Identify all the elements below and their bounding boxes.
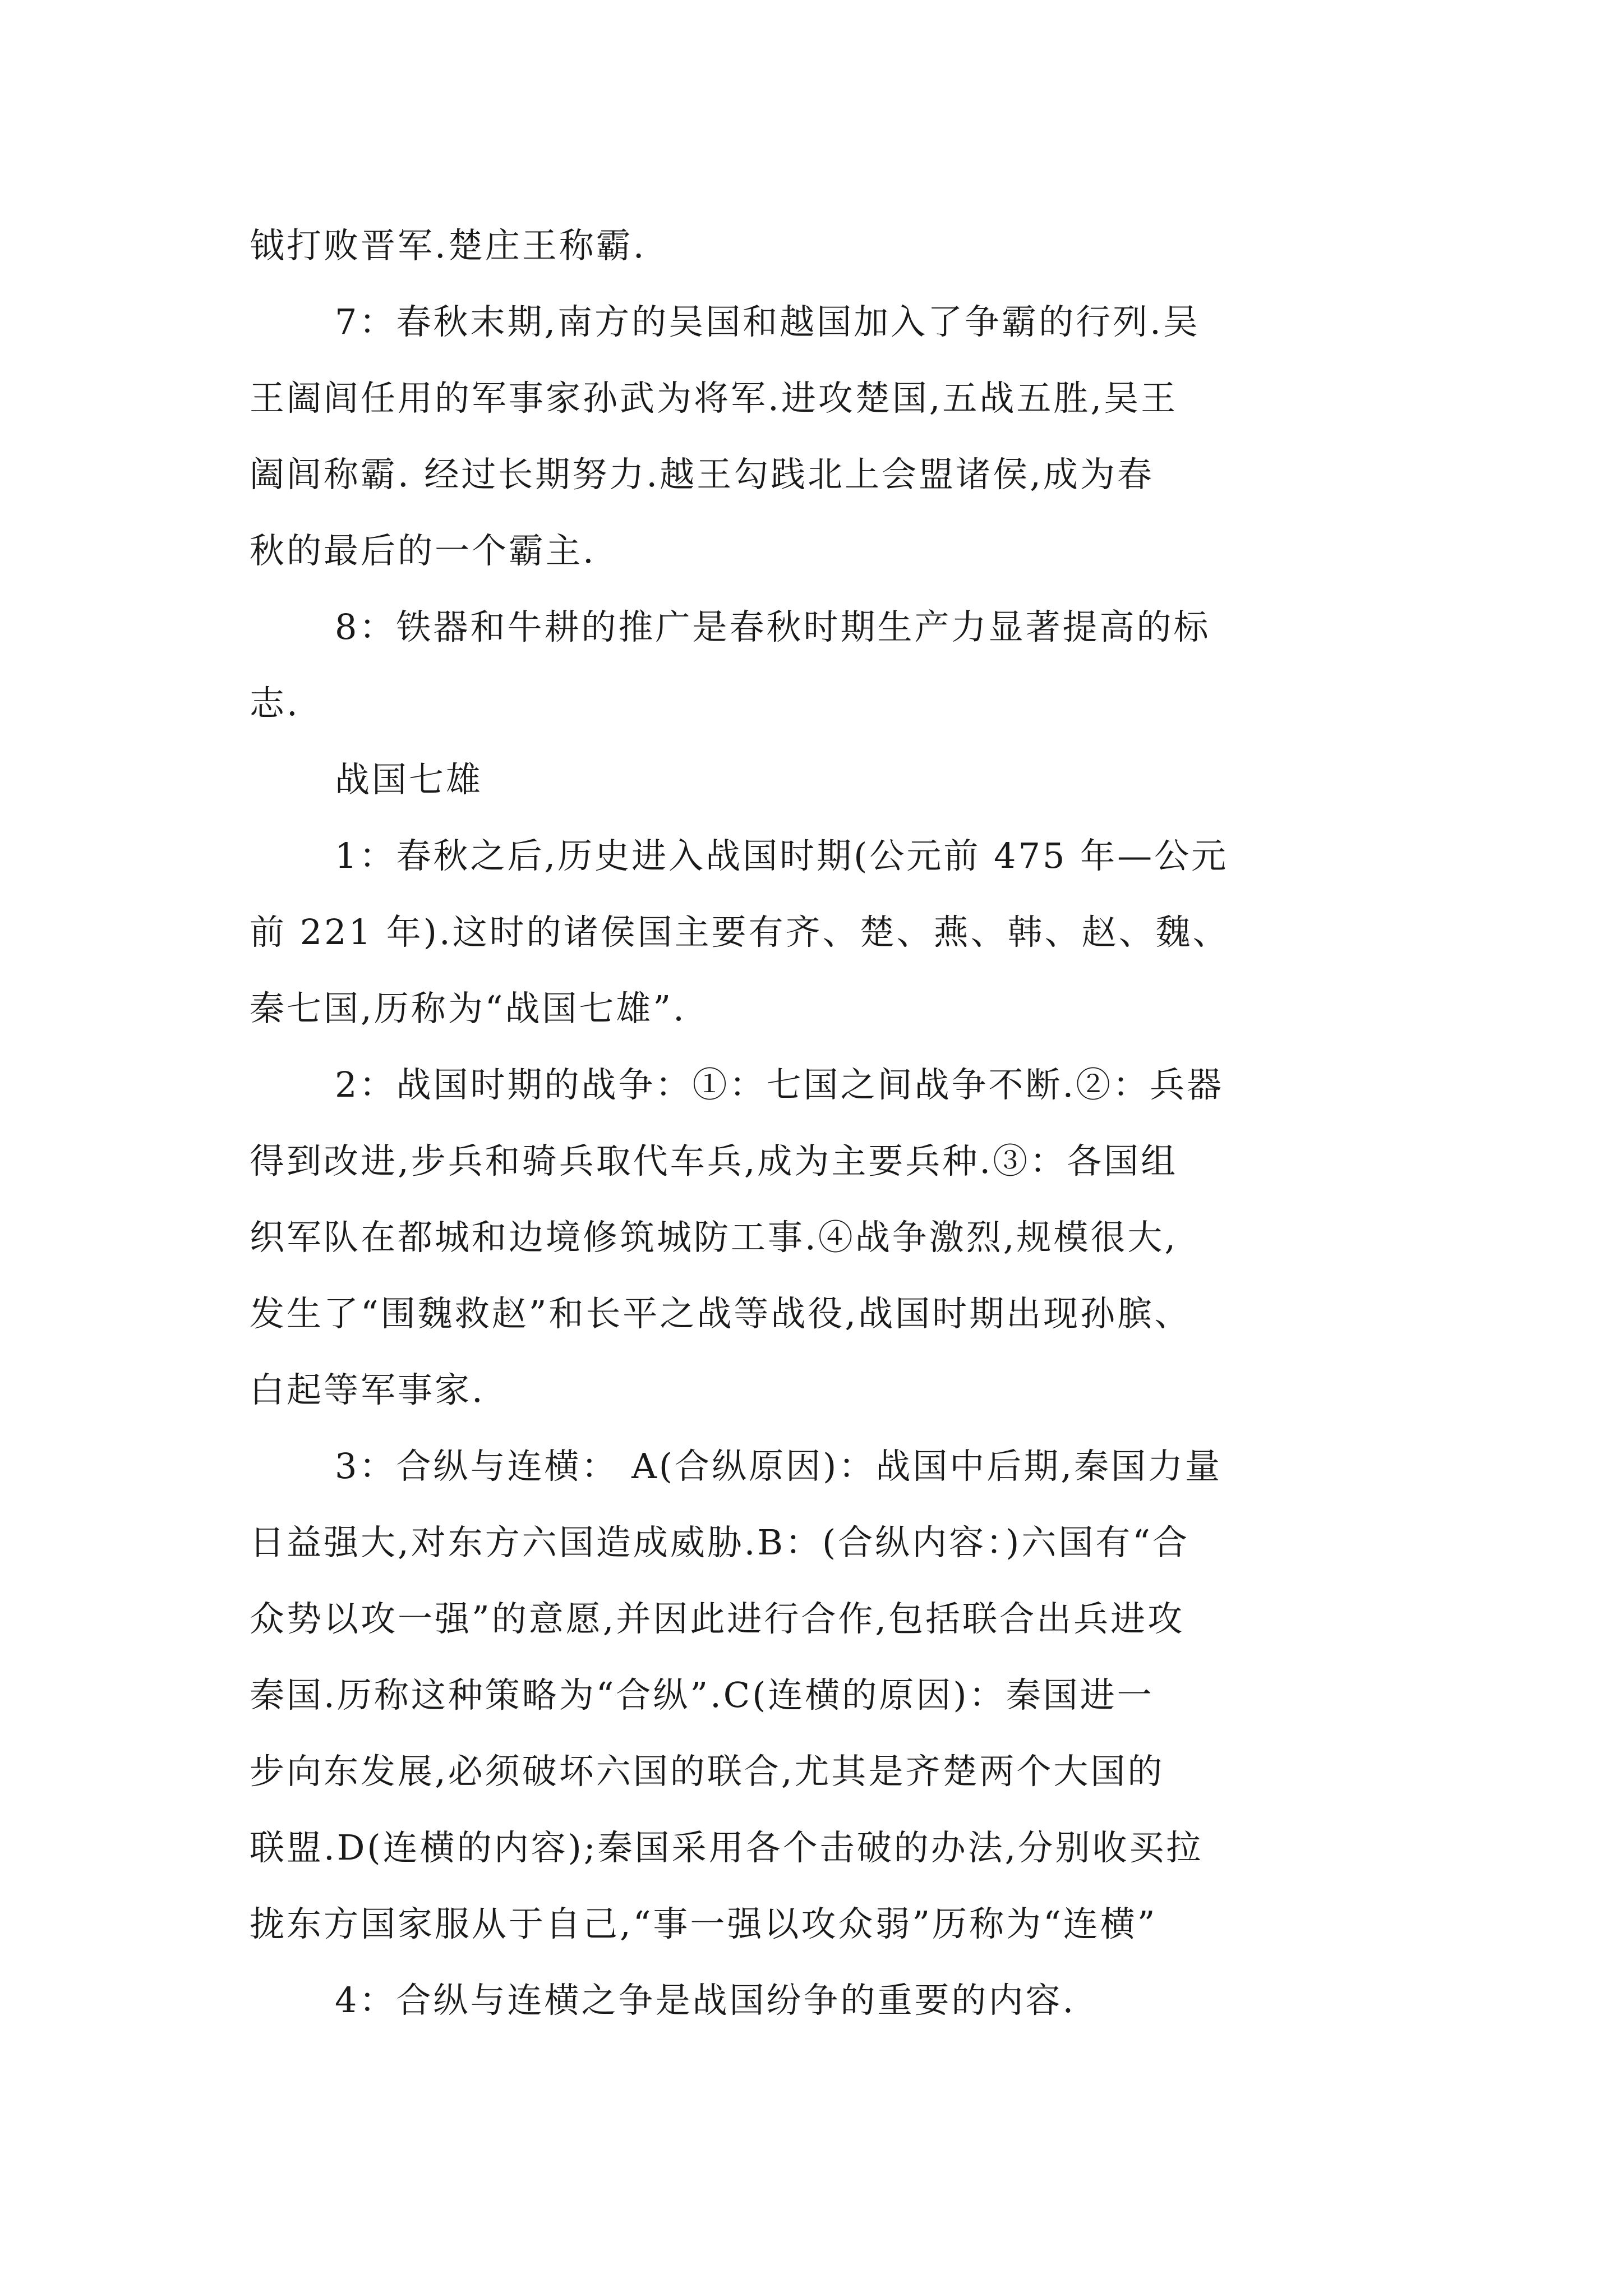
- text-line: 白起等军事家.: [250, 1369, 485, 1410]
- paragraph-8-line: 8：铁器和牛耕的推广是春秋时期生产力显著提高的标: [335, 606, 1211, 647]
- text-line: 发生了“围魏救赵”和长平之战等战役,战国时期出现孙膑、: [250, 1293, 1192, 1334]
- text-line: 织军队在都城和边境修筑城防工事.④战争激烈,规模很大,: [250, 1217, 1178, 1258]
- paragraph-4-line: 4：合纵与连横之争是战国纷争的重要的内容.: [335, 1980, 1076, 2021]
- text-line: 志.: [250, 683, 300, 724]
- text-line: 阖闾称霸. 经过长期努力.越王勾践北上会盟诸侯,成为春: [250, 454, 1154, 495]
- text-line: 前 221 年).这时的诸侯国主要有齐、楚、燕、韩、赵、魏、: [250, 912, 1230, 953]
- text-line: 钺打败晋军.楚庄王称霸.: [250, 225, 647, 266]
- text-line: 日益强大,对东方六国造成威胁.B：(合纵内容：)六国有“合: [250, 1522, 1190, 1563]
- text-line: 秦七国,历称为“战国七雄”.: [250, 988, 686, 1029]
- paragraph-1-line: 1：春秋之后,历史进入战国时期(公元前 475 年—公元: [335, 835, 1229, 876]
- paragraph-2-line: 2：战国时期的战争：①：七国之间战争不断.②：兵器: [335, 1064, 1224, 1105]
- text-line: 得到改进,步兵和骑兵取代车兵,成为主要兵种.③：各国组: [250, 1140, 1178, 1181]
- text-line: 秦国.历称这种策略为“合纵”.C(连横的原因)：秦国进一: [250, 1674, 1154, 1715]
- text-line: 联盟.D(连横的内容);秦国采用各个击破的办法,分别收买拉: [250, 1827, 1204, 1868]
- text-line: 拢东方国家服从于自己,“事一强以攻众弱”历称为“连横”: [250, 1903, 1158, 1944]
- paragraph-3-line: 3：合纵与连横： A(合纵原因)：战国中后期,秦国力量: [335, 1446, 1223, 1487]
- paragraph-7-line: 7：春秋末期,南方的吴国和越国加入了争霸的行列.吴: [335, 301, 1200, 342]
- text-line: 众势以攻一强”的意愿,并因此进行合作,包括联合出兵进攻: [250, 1598, 1185, 1639]
- text-line: 王阖闾任用的军事家孙武为将军.进攻楚国,五战五胜,吴王: [250, 378, 1178, 418]
- text-line: 秋的最后的一个霸主.: [250, 530, 596, 571]
- section-heading: 战国七雄: [335, 759, 483, 800]
- text-line: 步向东发展,必须破坏六国的联合,尤其是齐楚两个大国的: [250, 1751, 1165, 1792]
- body-text: [250, 208, 1399, 2039]
